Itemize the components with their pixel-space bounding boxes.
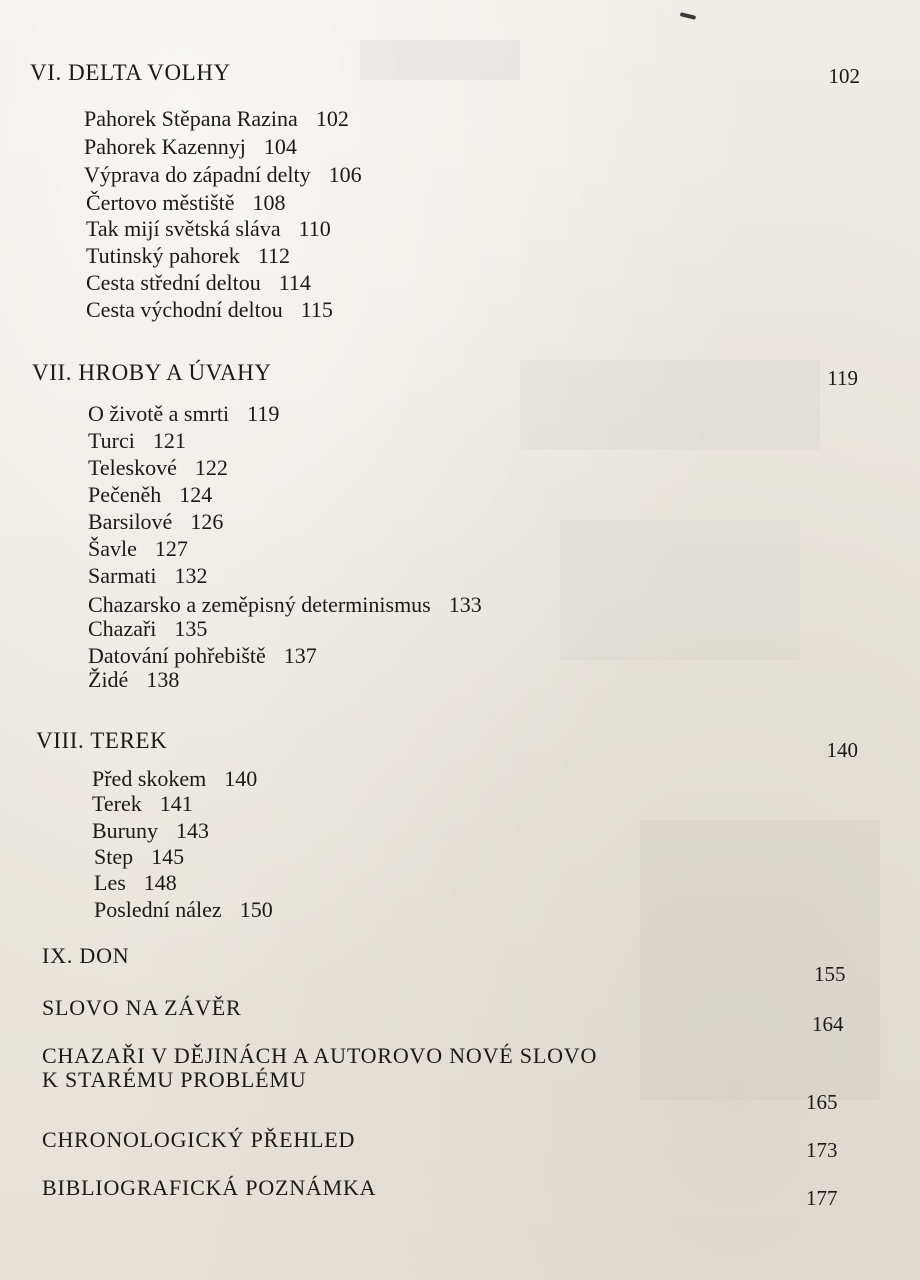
toc-entry — [84, 162, 362, 188]
toc-entry-label: Cesta východní deltou — [86, 297, 283, 322]
bleed-through-block — [640, 820, 880, 1100]
toc-entry-page: 114 — [278, 270, 311, 295]
toc-entry-page: 145 — [151, 844, 185, 869]
toc-entry — [86, 270, 311, 296]
toc-entry-page: 135 — [174, 616, 208, 641]
toc-entry — [88, 482, 212, 508]
toc-entry — [88, 455, 228, 481]
toc-entry-page: 127 — [154, 536, 188, 561]
toc-entry — [92, 791, 193, 817]
bleed-through-block — [560, 520, 800, 660]
toc-entry — [88, 536, 188, 562]
chapter-title-line: CHAZAŘI V DĚJINÁCH A AUTOROVO NOVÉ SLOVO — [42, 1043, 598, 1068]
chapter-title: VI. DELTA VOLHY — [30, 60, 231, 85]
toc-entry — [88, 667, 179, 693]
toc-entry-page: 126 — [190, 509, 224, 534]
toc-entry-label: Šavle — [88, 536, 137, 561]
toc-entry-page: 143 — [176, 818, 209, 843]
toc-entry — [88, 428, 186, 454]
chapter-page-number: 165 — [806, 1090, 838, 1114]
toc-entry — [86, 216, 331, 242]
toc-entry-label: Terek — [92, 791, 142, 816]
toc-entry-page: 119 — [247, 401, 280, 426]
chapter-page-number: 119 — [827, 366, 858, 390]
toc-entry-label: O životě a smrti — [88, 401, 230, 426]
toc-entry — [88, 563, 207, 589]
ink-mark — [680, 12, 696, 20]
chapter-page-number: 140 — [826, 738, 858, 762]
toc-entry — [88, 643, 317, 669]
toc-entry-label: Pahorek Stěpana Razina — [84, 106, 298, 131]
toc-entry-label: Les — [94, 870, 126, 895]
chapter-title: BIBLIOGRAFICKÁ POZNÁMKA — [42, 1175, 377, 1200]
toc-entry-label: Sarmati — [88, 563, 157, 588]
toc-entry — [88, 616, 207, 642]
toc-entry-page: 115 — [300, 297, 333, 322]
toc-entry-label: Chazaři — [88, 616, 157, 641]
toc-entry — [88, 401, 279, 427]
toc-entry-page: 108 — [252, 190, 286, 215]
toc-entry-page: 132 — [174, 563, 208, 588]
toc-entry — [88, 509, 223, 535]
toc-entry — [84, 134, 297, 160]
chapter-title: CHRONOLOGICKÝ PŘEHLED — [42, 1127, 356, 1152]
toc-entry-label: Výprava do západní delty — [84, 162, 311, 187]
toc-entry-page: 104 — [263, 134, 297, 159]
toc-entry-page: 102 — [315, 106, 349, 131]
toc-entry — [94, 870, 177, 896]
toc-entry-label: Cesta střední deltou — [86, 270, 261, 295]
toc-entry-page: 133 — [448, 592, 482, 617]
toc-entry — [86, 297, 333, 323]
toc-entry-page: 122 — [194, 455, 228, 480]
toc-entry — [88, 592, 482, 618]
toc-entry-label: Step — [94, 844, 134, 869]
toc-entry-label: Barsilové — [88, 509, 173, 534]
toc-entry-page: 137 — [283, 643, 317, 668]
chapter-page-number: 102 — [828, 64, 860, 88]
toc-entry-page: 141 — [159, 791, 193, 816]
chapter-title-line: K STARÉMU PROBLÉMU — [42, 1067, 307, 1092]
toc-entry-label: Tak mijí světská sláva — [86, 216, 281, 241]
toc-entry-page: 148 — [143, 870, 177, 895]
bleed-through-block — [520, 360, 820, 450]
toc-entry-label: Pečeněh — [88, 482, 162, 507]
toc-entry-page: 110 — [298, 216, 331, 241]
toc-entry — [92, 766, 257, 792]
toc-entry-page: 106 — [328, 162, 362, 187]
chapter-title: IX. DON — [42, 943, 130, 968]
toc-entry-page: 138 — [146, 667, 180, 692]
toc-entry-label: Před skokem — [92, 766, 207, 791]
toc-entry-page: 121 — [152, 428, 186, 453]
toc-entry — [94, 844, 184, 870]
toc-entry-label: Židé — [88, 667, 129, 692]
toc-entry-label: Turci — [88, 428, 135, 453]
toc-entry-label: Chazarsko a zeměpisný determinismus — [88, 592, 431, 617]
chapter-title: SLOVO NA ZÁVĚR — [42, 995, 242, 1020]
toc-entry-label: Teleskové — [88, 455, 177, 480]
toc-entry-label: Buruny — [92, 818, 158, 843]
toc-entry — [94, 897, 273, 923]
chapter-page-number: 177 — [806, 1186, 838, 1210]
toc-entry-label: Poslední nález — [94, 897, 222, 922]
chapter-title: VIII. TEREK — [36, 728, 168, 753]
bleed-through-block — [360, 40, 520, 80]
toc-entry — [84, 106, 349, 132]
chapter-title: VII. HROBY A ÚVAHY — [32, 360, 272, 385]
toc-entry — [86, 243, 290, 269]
toc-entry-label: Pahorek Kazennyj — [84, 134, 246, 159]
toc-entry-page: 140 — [224, 766, 258, 791]
toc-entry-page: 112 — [257, 243, 290, 268]
toc-entry — [92, 818, 209, 844]
toc-entry-label: Tutinský pahorek — [86, 243, 240, 268]
toc-entry — [86, 190, 285, 216]
chapter-page-number: 173 — [806, 1138, 838, 1162]
chapter-page-number: 164 — [812, 1012, 844, 1036]
toc-entry-label: Datování pohřebiště — [88, 643, 266, 668]
toc-entry-label: Čertovo městiště — [86, 190, 235, 215]
chapter-page-number: 155 — [814, 962, 846, 986]
toc-entry-page: 124 — [179, 482, 213, 507]
toc-entry-page: 150 — [239, 897, 273, 922]
